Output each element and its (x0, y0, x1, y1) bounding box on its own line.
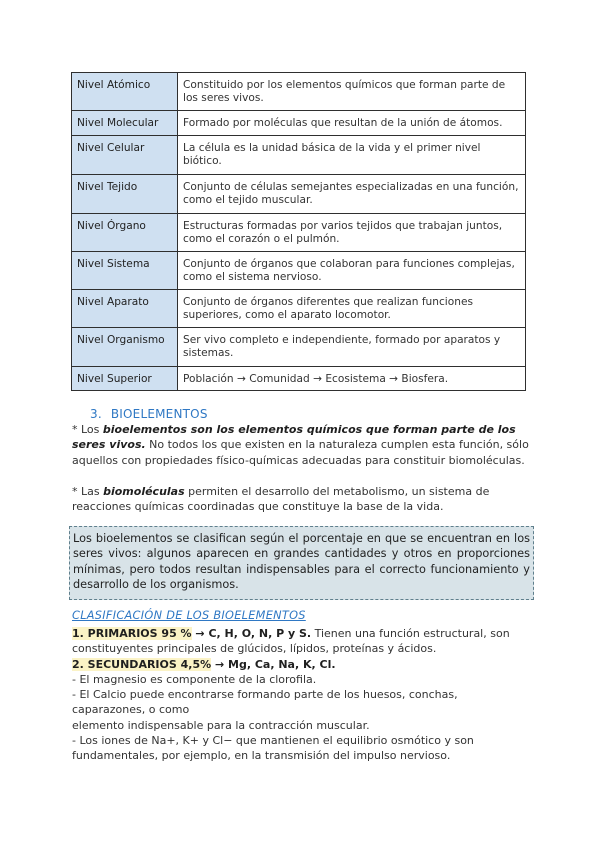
level-name: Nivel Órgano (72, 214, 178, 252)
calcium-line-2: caparazones, o como (72, 703, 190, 717)
highlight-box: Los bioelementos se clasifican según el porcentaje en que se encuentran en los seres vivos: algunos aparecen en grandes cantidades y otros en proporciones mínimas, pero todos resultan indispensables para el correcto funcionamiento y desarrollo de los organismos. (69, 526, 534, 600)
level-name: Nivel Molecular (72, 111, 178, 136)
classification-title: CLASIFICACIÓN DE LOS BIOELEMENTOS (72, 609, 306, 622)
para2-rest: permiten el desarrollo del metabolismo, un sistema de reacciones químicas coordinadas que constituye la base de la vida. (72, 485, 490, 514)
secondary-elements: → Mg, Ca, Na, K, Cl. (211, 657, 336, 671)
level-name: Nivel Tejido (72, 175, 178, 214)
secondary-line (72, 657, 542, 672)
para2-prefix: * Las (72, 485, 104, 498)
level-name: Nivel Organismo (72, 328, 178, 367)
level-description: Estructuras formadas por varios tejidos que trabajan juntos, como el corazón o el pulmón. (178, 214, 526, 252)
table-row (72, 111, 526, 136)
magnesium-line: - El magnesio es componente de la clorofila. (72, 672, 317, 686)
table-row (72, 73, 526, 111)
table-row (72, 367, 526, 391)
classification-list (72, 626, 542, 764)
table-row (72, 252, 526, 290)
level-description: La célula es la unidad básica de la vida y el primer nivel biótico. (178, 136, 526, 175)
primary-line (72, 626, 542, 641)
table-row (72, 214, 526, 252)
level-name: Nivel Celular (72, 136, 178, 175)
para1-rest: No todos los que existen en la naturaleza cumplen esta función, sólo aquellos con propiedades físico-químicas adecuadas para constituir biomoléculas. (72, 438, 529, 467)
organization-levels-table (71, 72, 526, 391)
secondary-label: 2. SECUNDARIOS 4,5% (72, 657, 212, 671)
ions-line-1: - Los iones de Na+, K+ y Cl− que mantienen el equilibrio osmótico y son (72, 734, 474, 748)
level-description: Conjunto de células semejantes especializadas en una función, como el tejido muscular. (178, 175, 526, 214)
primary-elements: → C, H, O, N, P y S. (191, 627, 312, 640)
calcium-line-1: - El Calcio puede encontrarse formando parte de los huesos, conchas, (72, 688, 458, 702)
para1-bold: bioelementos son los elementos químicos que forman parte de los seres vivos. (72, 423, 516, 452)
primary-line-2: constituyentes principales de glúcidos, lípidos, proteínas y ácidos. (72, 642, 437, 656)
table-row (72, 290, 526, 328)
level-description: Formado por moléculas que resultan de la unión de átomos. (178, 111, 526, 136)
level-description: Población → Comunidad → Ecosistema → Biosfera. (178, 367, 526, 391)
level-name: Nivel Superior (72, 367, 178, 391)
level-name: Nivel Aparato (72, 290, 178, 328)
calcium-line-3: elemento indispensable para la contracción muscular. (72, 718, 370, 732)
ions-line-2: fundamentales, por ejemplo, en la transmisión del impulso nervioso. (72, 749, 451, 763)
para2-bold: biomoléculas (103, 485, 185, 498)
level-description: Constituido por los elementos químicos que forman parte de los seres vivos. (178, 73, 526, 111)
level-description: Ser vivo completo e independiente, formado por aparatos y sistemas. (178, 328, 526, 367)
section-heading (90, 407, 208, 421)
primary-label: 1. PRIMARIOS 95 % (72, 627, 192, 640)
table-row (72, 328, 526, 367)
table-row (72, 136, 526, 175)
section-title: BIOELEMENTOS (110, 407, 208, 421)
biomolecules-paragraph (72, 484, 532, 515)
level-name: Nivel Sistema (72, 252, 178, 290)
table-row (72, 175, 526, 214)
bioelements-paragraph (72, 422, 532, 468)
para1-prefix: * Los (72, 423, 103, 436)
primary-description: Tienen una función estructural, son (311, 627, 510, 640)
section-number: 3. (90, 407, 102, 421)
level-name: Nivel Atómico (72, 73, 178, 111)
level-description: Conjunto de órganos que colaboran para funciones complejas, como el sistema nervioso. (178, 252, 526, 290)
level-description: Conjunto de órganos diferentes que realizan funciones superiores, como el aparato locomotor. (178, 290, 526, 328)
